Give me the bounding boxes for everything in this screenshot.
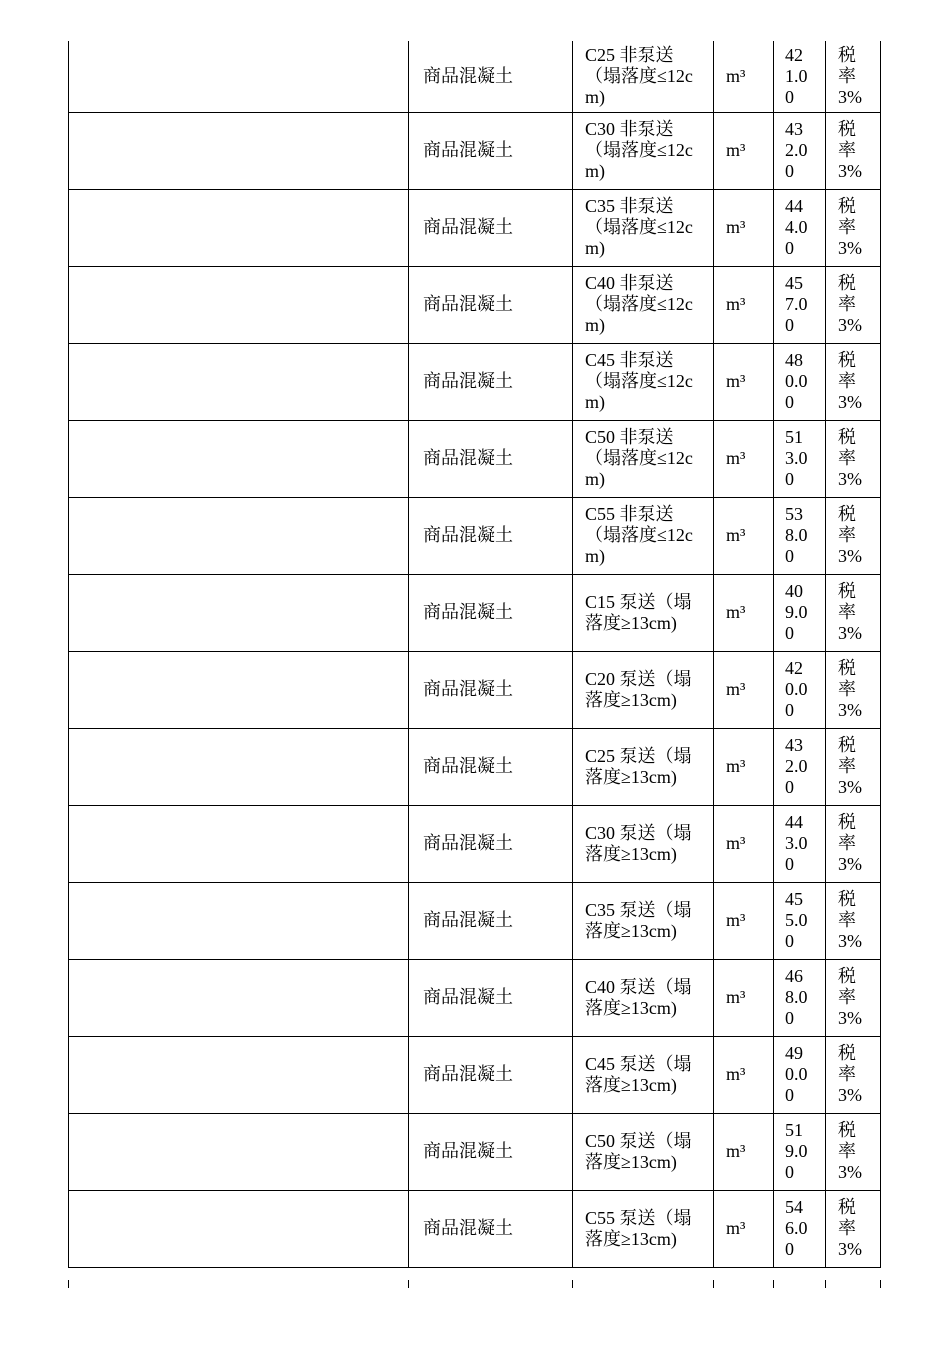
table-row xyxy=(69,41,881,112)
unit-cell: m³ xyxy=(714,728,774,805)
table-row xyxy=(69,1036,881,1113)
price-cell: 455.00 xyxy=(774,882,826,959)
table-row xyxy=(69,1190,881,1267)
specification-cell: C50 泵送（塌落度≥13cm) xyxy=(573,1113,714,1190)
empty-cell xyxy=(69,189,409,266)
empty-cell xyxy=(69,41,409,112)
remark-cell: 税率3% xyxy=(826,1113,881,1190)
price-cell: 409.00 xyxy=(774,574,826,651)
price-cell: 468.00 xyxy=(774,959,826,1036)
empty-cell xyxy=(69,959,409,1036)
remark-cell: 税率3% xyxy=(826,41,881,112)
specification-cell: C15 泵送（塌落度≥13cm) xyxy=(573,574,714,651)
empty-cell xyxy=(69,1190,409,1267)
remark-cell: 税率3% xyxy=(826,574,881,651)
unit-cell: m³ xyxy=(714,497,774,574)
empty-cell xyxy=(69,651,409,728)
remark-cell: 税率3% xyxy=(826,112,881,189)
material-name-cell: 商品混凝土 xyxy=(409,189,573,266)
price-cell: 432.00 xyxy=(774,728,826,805)
remark-cell: 税率3% xyxy=(826,420,881,497)
material-name-cell: 商品混凝土 xyxy=(409,805,573,882)
unit-cell: m³ xyxy=(714,266,774,343)
table-row xyxy=(69,112,881,189)
material-price-table xyxy=(68,41,881,1268)
table-row xyxy=(69,189,881,266)
table-continuation-line xyxy=(68,1280,69,1288)
specification-cell: C35 非泵送（塌落度≤12cm) xyxy=(573,189,714,266)
price-cell: 490.00 xyxy=(774,1036,826,1113)
material-name-cell: 商品混凝土 xyxy=(409,497,573,574)
unit-cell: m³ xyxy=(714,882,774,959)
price-cell: 432.00 xyxy=(774,112,826,189)
material-name-cell: 商品混凝土 xyxy=(409,1036,573,1113)
table-row xyxy=(69,651,881,728)
specification-cell: C45 泵送（塌落度≥13cm) xyxy=(573,1036,714,1113)
remark-cell: 税率3% xyxy=(826,1190,881,1267)
material-name-cell: 商品混凝土 xyxy=(409,728,573,805)
unit-cell: m³ xyxy=(714,1113,774,1190)
material-name-cell: 商品混凝土 xyxy=(409,574,573,651)
material-name-cell: 商品混凝土 xyxy=(409,1113,573,1190)
price-cell: 444.00 xyxy=(774,189,826,266)
empty-cell xyxy=(69,805,409,882)
remark-cell: 税率3% xyxy=(826,728,881,805)
specification-cell: C40 泵送（塌落度≥13cm) xyxy=(573,959,714,1036)
specification-cell: C45 非泵送（塌落度≤12cm) xyxy=(573,343,714,420)
price-cell: 546.00 xyxy=(774,1190,826,1267)
material-name-cell: 商品混凝土 xyxy=(409,651,573,728)
table-continuation-line xyxy=(773,1280,774,1288)
unit-cell: m³ xyxy=(714,343,774,420)
empty-cell xyxy=(69,266,409,343)
material-name-cell: 商品混凝土 xyxy=(409,420,573,497)
table-continuation-line xyxy=(713,1280,714,1288)
table-row xyxy=(69,497,881,574)
table-row xyxy=(69,882,881,959)
price-cell: 443.00 xyxy=(774,805,826,882)
unit-cell: m³ xyxy=(714,959,774,1036)
unit-cell: m³ xyxy=(714,805,774,882)
empty-cell xyxy=(69,728,409,805)
empty-cell xyxy=(69,1113,409,1190)
specification-cell: C25 非泵送（塌落度≤12cm) xyxy=(573,41,714,112)
unit-cell: m³ xyxy=(714,651,774,728)
remark-cell: 税率3% xyxy=(826,651,881,728)
unit-cell: m³ xyxy=(714,1190,774,1267)
unit-cell: m³ xyxy=(714,189,774,266)
table-body xyxy=(69,41,881,1267)
table-row xyxy=(69,574,881,651)
material-name-cell: 商品混凝土 xyxy=(409,41,573,112)
specification-cell: C50 非泵送（塌落度≤12cm) xyxy=(573,420,714,497)
price-cell: 480.00 xyxy=(774,343,826,420)
remark-cell: 税率3% xyxy=(826,959,881,1036)
specification-cell: C30 泵送（塌落度≥13cm) xyxy=(573,805,714,882)
table-continuation-line xyxy=(880,1280,881,1288)
unit-cell: m³ xyxy=(714,574,774,651)
specification-cell: C20 泵送（塌落度≥13cm) xyxy=(573,651,714,728)
empty-cell xyxy=(69,1036,409,1113)
price-cell: 538.00 xyxy=(774,497,826,574)
remark-cell: 税率3% xyxy=(826,189,881,266)
empty-cell xyxy=(69,574,409,651)
unit-cell: m³ xyxy=(714,1036,774,1113)
table-row xyxy=(69,959,881,1036)
specification-cell: C35 泵送（塌落度≥13cm) xyxy=(573,882,714,959)
empty-cell xyxy=(69,343,409,420)
table-row xyxy=(69,728,881,805)
empty-cell xyxy=(69,882,409,959)
material-name-cell: 商品混凝土 xyxy=(409,343,573,420)
table-continuation-line xyxy=(825,1280,826,1288)
table-row xyxy=(69,266,881,343)
material-name-cell: 商品混凝土 xyxy=(409,1190,573,1267)
table-row xyxy=(69,1113,881,1190)
empty-cell xyxy=(69,112,409,189)
material-name-cell: 商品混凝土 xyxy=(409,959,573,1036)
unit-cell: m³ xyxy=(714,41,774,112)
remark-cell: 税率3% xyxy=(826,882,881,959)
table-row xyxy=(69,343,881,420)
table-continuation-line xyxy=(572,1280,573,1288)
table-row xyxy=(69,805,881,882)
remark-cell: 税率3% xyxy=(826,343,881,420)
table-continuation-line xyxy=(408,1280,409,1288)
price-cell: 513.00 xyxy=(774,420,826,497)
material-name-cell: 商品混凝土 xyxy=(409,266,573,343)
price-cell: 420.00 xyxy=(774,651,826,728)
remark-cell: 税率3% xyxy=(826,805,881,882)
specification-cell: C30 非泵送（塌落度≤12cm) xyxy=(573,112,714,189)
unit-cell: m³ xyxy=(714,420,774,497)
empty-cell xyxy=(69,420,409,497)
specification-cell: C25 泵送（塌落度≥13cm) xyxy=(573,728,714,805)
unit-cell: m³ xyxy=(714,112,774,189)
price-cell: 519.00 xyxy=(774,1113,826,1190)
remark-cell: 税率3% xyxy=(826,266,881,343)
material-name-cell: 商品混凝土 xyxy=(409,112,573,189)
material-name-cell: 商品混凝土 xyxy=(409,882,573,959)
specification-cell: C55 泵送（塌落度≥13cm) xyxy=(573,1190,714,1267)
table-row xyxy=(69,420,881,497)
specification-cell: C40 非泵送（塌落度≤12cm) xyxy=(573,266,714,343)
price-cell: 457.00 xyxy=(774,266,826,343)
price-cell: 421.00 xyxy=(774,41,826,112)
remark-cell: 税率3% xyxy=(826,497,881,574)
empty-cell xyxy=(69,497,409,574)
remark-cell: 税率3% xyxy=(826,1036,881,1113)
specification-cell: C55 非泵送（塌落度≤12cm) xyxy=(573,497,714,574)
